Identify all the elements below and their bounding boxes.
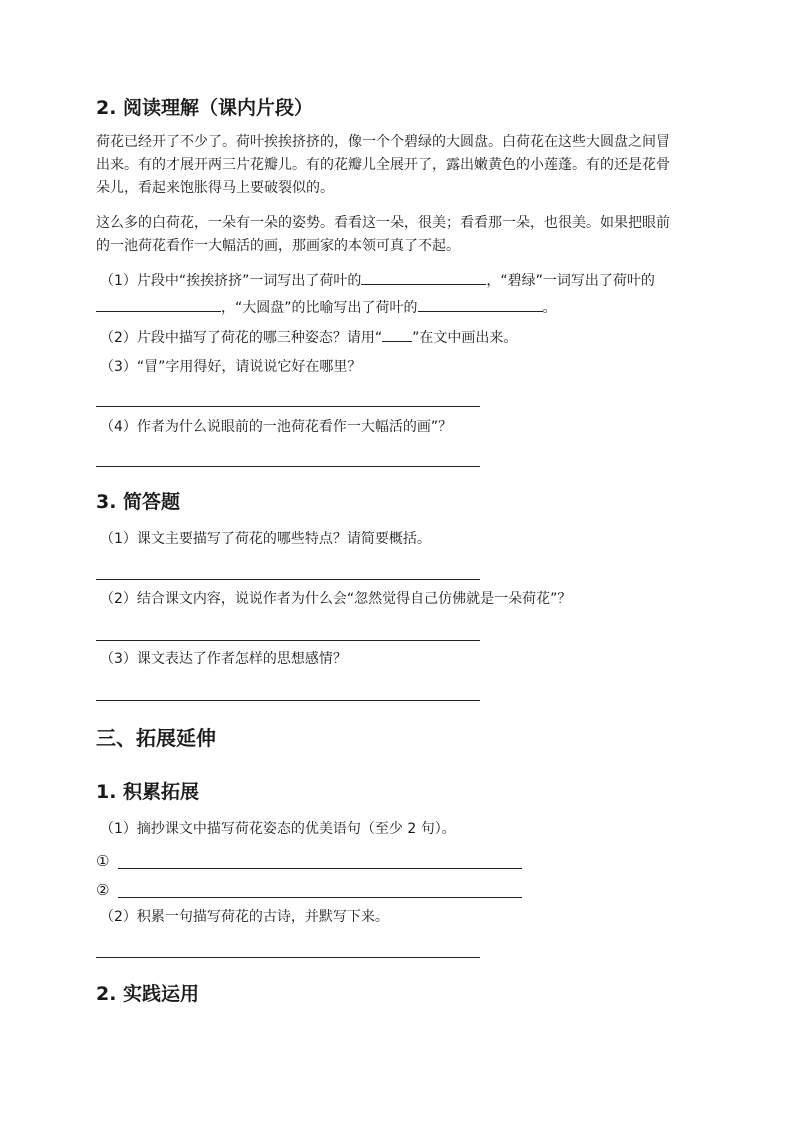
short-question-1: （1）课文主要描写了荷花的哪些特点？请简要概括。: [100, 531, 431, 547]
answer-line[interactable]: [118, 897, 522, 898]
answer-blank[interactable]: [96, 296, 221, 312]
short-answer-heading: 3. 简答题: [96, 491, 181, 513]
passage-paragraph-1: [96, 131, 706, 200]
item-marker-2: ②: [96, 881, 110, 899]
passage-line: 荷花已经开了不少了。荷叶挨挨挤挤的，像一个个碧绿的大圆盘。白荷花在这些大圆盘之间冒: [96, 134, 670, 150]
answer-line[interactable]: [96, 466, 480, 467]
short-question-2: （2）结合课文内容，说说作者为什么会“忽然觉得自己仿佛就是一朵荷花”？: [100, 591, 572, 607]
item-marker-1: ①: [96, 852, 110, 870]
question-text: ，“大圆盘”的比喻写出了荷叶的: [221, 300, 418, 316]
answer-line[interactable]: [96, 579, 480, 580]
question-text: （1）片段中“挨挨挤挤”一词写出了荷叶的: [100, 273, 362, 289]
passage-line: 朵儿，看起来饱胀得马上要破裂似的。: [96, 180, 334, 196]
answer-line[interactable]: [96, 640, 480, 641]
passage-line: 这么多的白荷花，一朵有一朵的姿势。看看这一朵，很美；看看那一朵，也很美。如果把眼前: [96, 215, 670, 231]
question-text: ”在文中画出来。: [412, 330, 518, 346]
answer-line[interactable]: [96, 406, 480, 407]
question-text: （2）片段中描写了荷花的哪三种姿态？请用“: [100, 330, 383, 346]
passage-paragraph-2: [96, 212, 706, 258]
answer-blank[interactable]: [418, 296, 543, 312]
question-text: ，“碧绿”一词写出了荷叶的: [486, 273, 655, 289]
extension-part-heading: 三、拓展延伸: [96, 726, 216, 750]
reading-question-2: [100, 326, 517, 348]
passage-line: 的一池荷花看作一大幅活的画，那画家的本领可真了不起。: [96, 238, 460, 254]
reading-question-1-line-2: [96, 296, 557, 318]
answer-line[interactable]: [96, 957, 480, 958]
reading-question-4: （4）作者为什么说眼前的一池荷花看作一大幅活的画”？: [100, 419, 453, 435]
accumulation-question-1: （1）摘抄课文中描写荷花姿态的优美语句（至少 2 句）。: [100, 821, 456, 837]
answer-line[interactable]: [118, 868, 522, 869]
accumulation-question-2: （2）积累一句描写荷花的古诗，并默写下来。: [100, 909, 389, 925]
question-text: 。: [542, 300, 557, 316]
answer-blank[interactable]: [361, 269, 486, 285]
practice-heading: 2. 实践运用: [96, 983, 200, 1005]
answer-line[interactable]: [96, 700, 480, 701]
line-symbol-blank: [382, 326, 412, 342]
reading-question-1-line-1: [100, 269, 655, 291]
accumulation-heading: 1. 积累拓展: [96, 781, 200, 803]
reading-question-3: （3）“冒”字用得好，请说说它好在哪里？: [100, 359, 362, 375]
reading-section-heading: 2. 阅读理解（课内片段）: [96, 97, 314, 119]
passage-line: 出来。有的才展开两三片花瓣儿。有的花瓣儿全展开了，露出嫩黄色的小莲蓬。有的还是花骨: [96, 157, 670, 173]
short-question-3: （3）课文表达了作者怎样的思想感情？: [100, 651, 347, 667]
